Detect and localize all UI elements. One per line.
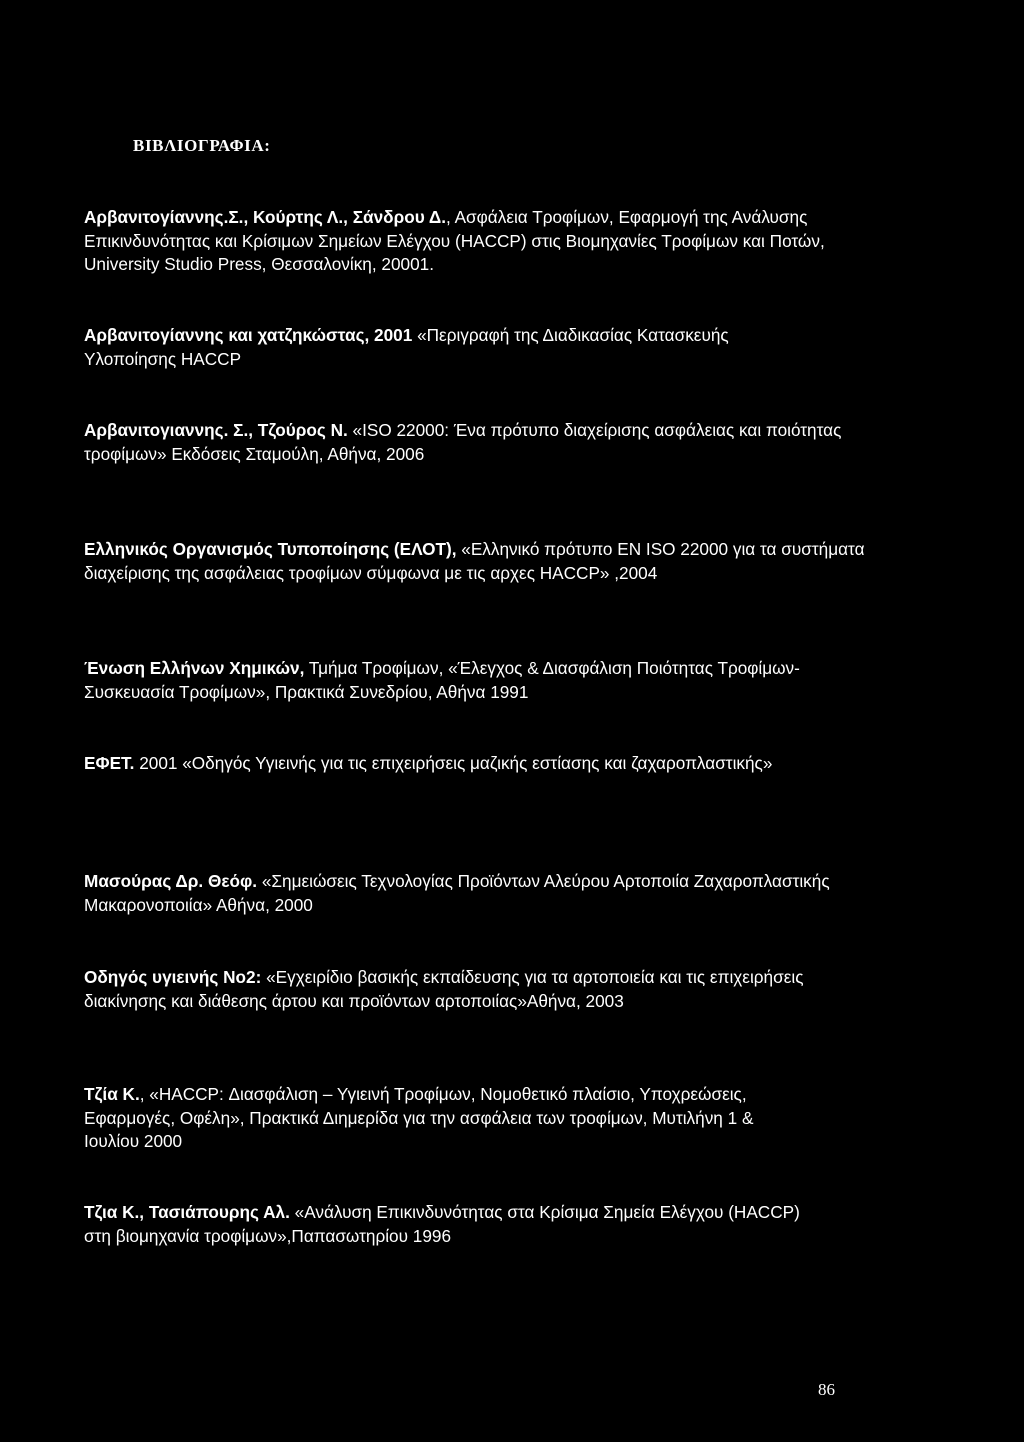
reference-author: Οδηγός υγιεινής Νο2: [84, 967, 262, 987]
reference-author: ΕΦΕΤ. [84, 753, 135, 773]
reference-author: Τζία Κ. [84, 1084, 140, 1104]
reference-entry [84, 419, 924, 466]
reference-entry [84, 1201, 804, 1248]
reference-text: «Περιγραφή της Διαδικασίας Κατασκευής Υλοποίησης HACCP [84, 325, 729, 369]
reference-text: «Εγχειρίδιο βασικής εκπαίδευσης για τα αρτοποιεία και τις επιχειρήσεις διακίνησης και διάθεσης άρτου και προϊόντων αρτοποιίας»Αθήνα, 2003 [84, 967, 804, 1011]
reference-entry [84, 324, 804, 371]
reference-entry [84, 966, 869, 1013]
reference-text: Τμήμα Τροφίμων, «Έλεγχος & Διασφάλιση Ποιότητας Τροφίμων- Συσκευασία Τροφίμων», Πρακτικά Συνεδρίου, Αθήνα 1991 [84, 658, 800, 702]
reference-author: Μασούρας Δρ. Θεόφ. [84, 871, 258, 891]
reference-entry [84, 206, 884, 277]
reference-text: , Ασφάλεια Τροφίμων, Εφαρμογή της Ανάλυσης Επικινδυνότητας και Κρίσιμων Σημείων Ελέγχου (HACCP) στις Βιομηχανίες Τροφίμων και Ποτών, University Studio Press, Θεσσαλονίκη, 20001. [84, 207, 825, 274]
reference-text: «Σημειώσεις Τεχνολογίας Προϊόντων Αλεύρου Αρτοποιία Ζαχαροπλαστικής Μακαρονοποιία» Αθήνα, 2000 [84, 871, 830, 915]
reference-text: «Ελληνικό πρότυπο EN ISO 22000 για τα συστήματα διαχείρισης της ασφάλειας τροφίμων σύμφωνα με τις αρχες HACCP» ,2004 [84, 539, 865, 583]
reference-entry [84, 752, 794, 776]
page-number: 86 [818, 1380, 835, 1399]
reference-entry [84, 870, 859, 917]
reference-entry [84, 657, 884, 704]
reference-text: , «HACCP: Διασφάλιση – Υγιεινή Τροφίμων, Νομοθετικό πλαίσιο, Υποχρεώσεις, Εφαρμογές, Οφέλη», Πρακτικά Διημερίδα για την ασφάλεια των τροφίμων, Μυτιλήνη 1 & Ιουλίου 2000 [84, 1084, 754, 1151]
reference-author: Αρβανιτογίαννης και χατζηκώστας, 2001 [84, 325, 413, 345]
reference-author: Αρβανιτογιαννης. Σ., Τζούρος Ν. [84, 420, 348, 440]
page-title: ΒΙΒΛΙΟΓΡΑΦΙΑ: [133, 136, 271, 155]
reference-text: «ISO 22000: Ένα πρότυπο διαχείρισης ασφάλειας και ποιότητας τροφίμων» Εκδόσεις Σταμούλη, Αθήνα, 2006 [84, 420, 842, 464]
reference-author: Τζια Κ., Τασιάπουρης Αλ. [84, 1202, 290, 1222]
reference-entry [84, 1083, 804, 1154]
reference-author: Αρβανιτογίαννης.Σ., Κούρτης Λ., Σάνδρου Δ. [84, 207, 446, 227]
reference-text: 2001 «Οδηγός Υγιεινής για τις επιχειρήσεις μαζικής εστίασης και ζαχαροπλαστικής» [134, 753, 773, 773]
reference-author: Ελληνικός Οργανισμός Τυποποίησης (ΕΛΟΤ), [84, 539, 457, 559]
reference-author: Ένωση Ελλήνων Χημικών, [84, 658, 305, 678]
reference-entry [84, 538, 869, 585]
reference-text: «Ανάλυση Επικινδυνότητας στα Κρίσιμα Σημεία Ελέγχου (HACCP) στη βιομηχανία τροφίμων»,Παπασωτηρίου 1996 [84, 1202, 800, 1246]
